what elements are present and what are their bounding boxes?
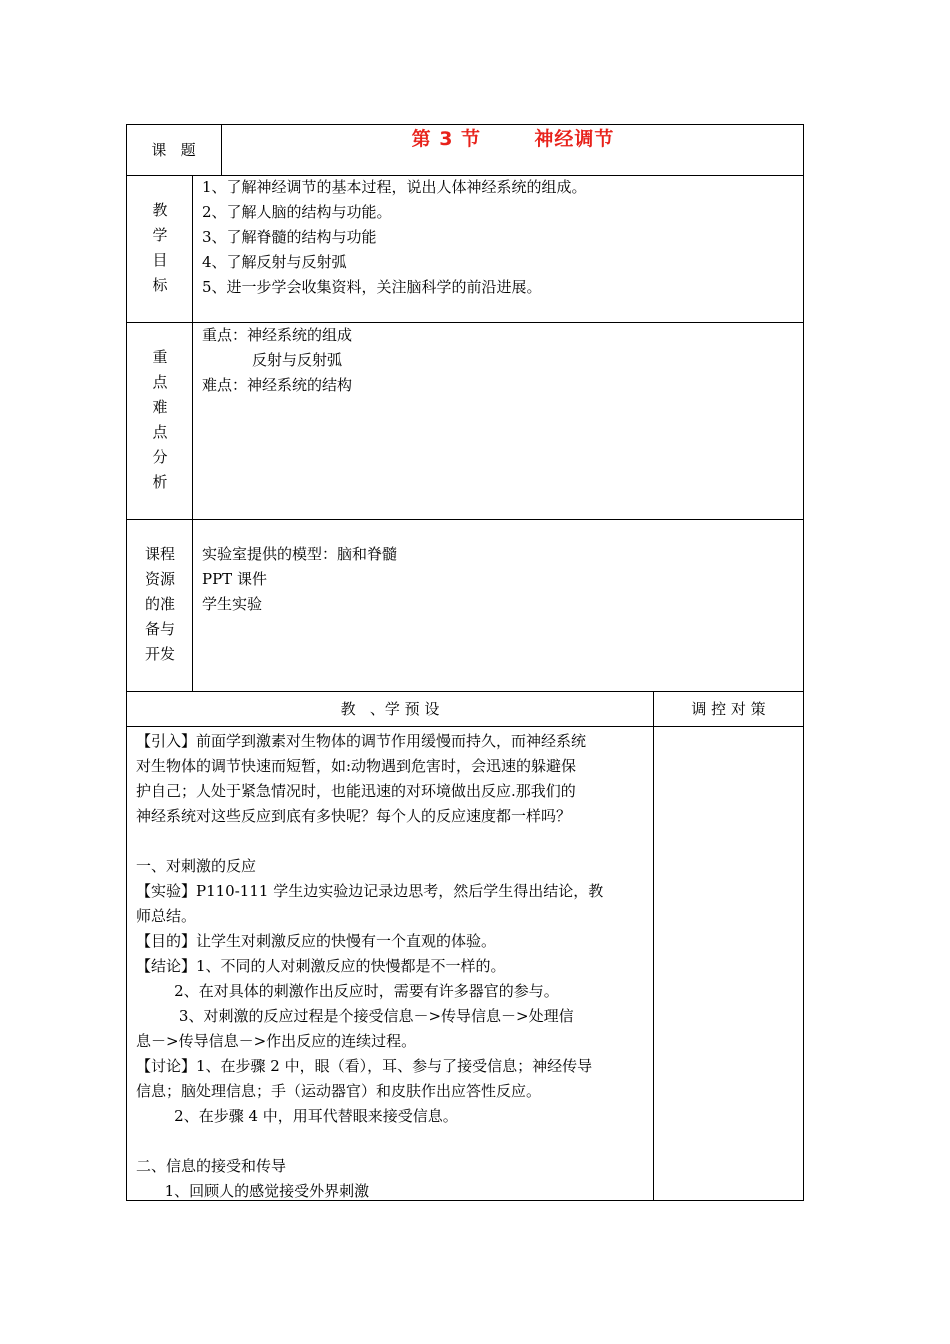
content-line: 护自己；人处于紧急情况时，也能迅速的对环境做出反应.那我们的 [136, 782, 576, 800]
title-topic: 神经调节 [534, 128, 615, 150]
label-char: 析 [152, 473, 168, 491]
objective-item: 3、了解脊髓的结构与功能 [202, 228, 377, 246]
objective-item: 1、了解神经调节的基本过程，说出人体神经系统的组成。 [202, 178, 587, 196]
resources-label [127, 542, 193, 667]
objective-item: 2、了解人脑的结构与功能。 [202, 203, 392, 221]
label-char: 难 [152, 398, 168, 416]
label-line: 开发 [144, 645, 175, 663]
label-char: 目 [152, 251, 168, 269]
content-line: 【引入】前面学到激素对生物体的调节作用缓慢而持久，而神经系统 [136, 732, 587, 750]
label-char: 重 [152, 348, 168, 366]
content-line: 2、在对具体的刺激作出反应时，需要有许多器官的参与。 [136, 982, 559, 1000]
label-char: 分 [152, 448, 168, 466]
label-line: 课程 [144, 545, 175, 563]
resource-line: 实验室提供的模型：脑和脊髓 [202, 545, 398, 563]
content-line: 【讨论】1、在步骤 2 中，眼（看），耳、参与了接受信息；神经传导 [136, 1057, 593, 1075]
label-char: 标 [152, 276, 168, 294]
content-line: 师总结。 [136, 907, 197, 925]
teaching-design-header: 教 、学 预 设 [340, 700, 440, 718]
objective-item: 4、了解反射与反射弧 [202, 253, 347, 271]
label-line: 备与 [144, 620, 175, 638]
label-line: 的准 [144, 595, 175, 613]
label-char: 点 [152, 373, 168, 391]
objective-item: 5、进一步学会收集资料，关注脑科学的前沿进展。 [202, 278, 542, 296]
content-line: 神经系统对这些反应到底有多快呢？每个人的反应速度都一样吗？ [136, 807, 572, 825]
label-line: 资源 [144, 570, 175, 588]
content-line: 【目的】让学生对刺激反应的快慢有一个直观的体验。 [136, 932, 497, 950]
content-line: 【结论】1、不同的人对刺激反应的快慢都是不一样的。 [136, 957, 506, 975]
row-divider-4 [126, 691, 804, 692]
control-strategy-header: 调 控 对 策 [691, 700, 766, 718]
content-line: 2、在步骤 4 中，用耳代替眼来接受信息。 [136, 1107, 458, 1125]
content-line: 1、回顾人的感觉接受外界刺激 [136, 1182, 370, 1200]
row-divider-3 [126, 519, 804, 520]
key-point-line: 重点：神经系统的组成 [202, 326, 353, 344]
key-point-line: 难点：神经系统的结构 [202, 376, 353, 394]
label-char: 学 [152, 226, 168, 244]
content-line: 息－>传导信息－>作出反应的连续过程。 [136, 1032, 417, 1050]
page-title [222, 125, 804, 153]
key-point-line: 反射与反射弧 [252, 351, 343, 369]
topic-label: 课 题 [151, 141, 196, 159]
title-section: 第 3 节 [411, 128, 482, 150]
key-points-label [127, 345, 193, 495]
objectives-label [127, 198, 193, 298]
content-line: 二、信息的接受和传导 [136, 1157, 287, 1175]
content-line: 3、对刺激的反应过程是个接受信息－>传导信息－>处理信 [136, 1007, 574, 1025]
row-divider-5 [126, 726, 804, 727]
label-char: 教 [152, 201, 168, 219]
control-col-divider [653, 691, 654, 1201]
content-line: 对生物体的调节快速而短暂，如:动物遇到危害时，会迅速的躲避保 [136, 757, 577, 775]
resource-line: 学生实验 [202, 595, 263, 613]
content-line: 一、对刺激的反应 [136, 857, 257, 875]
label-char: 点 [152, 423, 168, 441]
content-line: 【实验】P110-111 学生边实验边记录边思考，然后学生得出结论，教 [136, 882, 604, 900]
table-border-right [803, 124, 804, 1201]
resource-line: PPT 课件 [202, 570, 267, 588]
content-line: 信息；脑处理信息；手（运动器官）和皮肤作出应答性反应。 [136, 1082, 542, 1100]
